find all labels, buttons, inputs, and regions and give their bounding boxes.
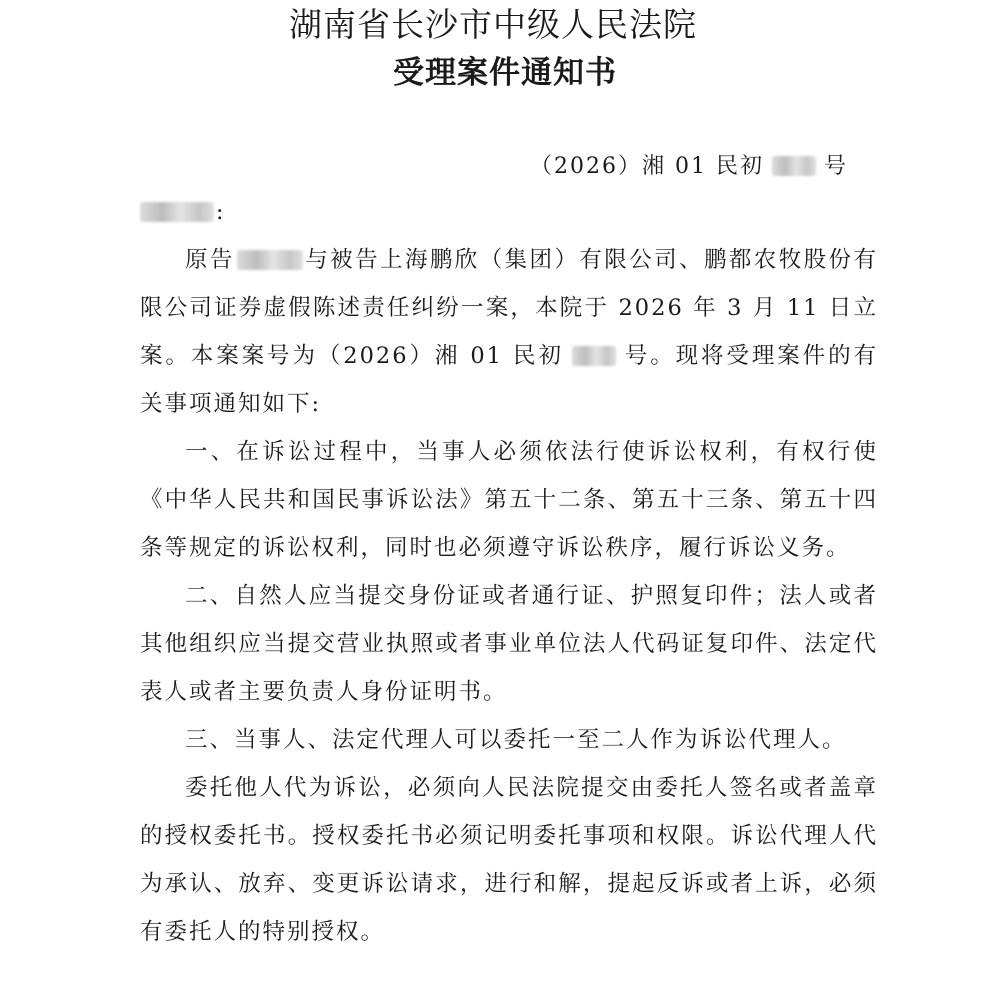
paragraph-item-two: 二、自然人应当提交身份证或者通行证、护照复印件；法人或者其他组织应当提交营业执照或者事业单位法人代码证复印件、法定代表人或者主要负责人身份证明书。 (140, 583, 878, 705)
addressee-line (140, 192, 223, 234)
case-acceptance-tail: 号。现将受理案件的有关事项通知如下: (140, 343, 878, 417)
paragraph-entrustment: 委托他人代为诉讼，必须向人民法院提交由委托人签名或者盖章的授权委托书。授权委托书必须记明委托事项和权限。诉讼代理人代为承认、放弃、变更诉讼请求，进行和解，提起反诉或者上诉，必须有委托人的特别授权。 (140, 775, 878, 945)
case-number (530, 146, 848, 188)
paragraph-item-three: 三、当事人、法定代理人可以委托一至二人作为诉讼代理人。 (185, 727, 847, 753)
redacted-case-number (772, 156, 816, 176)
case-number-suffix: 号 (823, 154, 848, 179)
paragraph-item-one: 一、在诉讼过程中，当事人必须依法行使诉讼权利，有权行使《中华人民共和国民事诉讼法》第五十二条、第五十三条、第五十四条等规定的诉讼权利，同时也必须遵守诉讼秩序，履行诉讼义务。 (140, 439, 878, 561)
paragraph-case-acceptance (140, 236, 878, 428)
redacted-addressee-name (140, 202, 214, 222)
redacted-case-number-inline (572, 346, 616, 366)
document-title: 受理案件通知书 (393, 55, 617, 91)
redacted-plaintiff-name (237, 250, 303, 270)
plaintiff-label: 原告 (185, 247, 235, 273)
notice-body (140, 236, 878, 956)
addressee-colon: : (216, 200, 224, 225)
case-number-prefix: （2026）湘 01 民初 (530, 154, 764, 179)
court-name: 湖南省长沙市中级人民法院 (289, 5, 697, 44)
case-acceptance-text: 与被告上海鹏欣（集团）有限公司、鹏都农牧股份有限公司证券虚假陈述责任纠纷一案，本院于 2026 年 3 月 11 日立案。本案案号为（2026）湘 01 民初 (140, 247, 878, 369)
